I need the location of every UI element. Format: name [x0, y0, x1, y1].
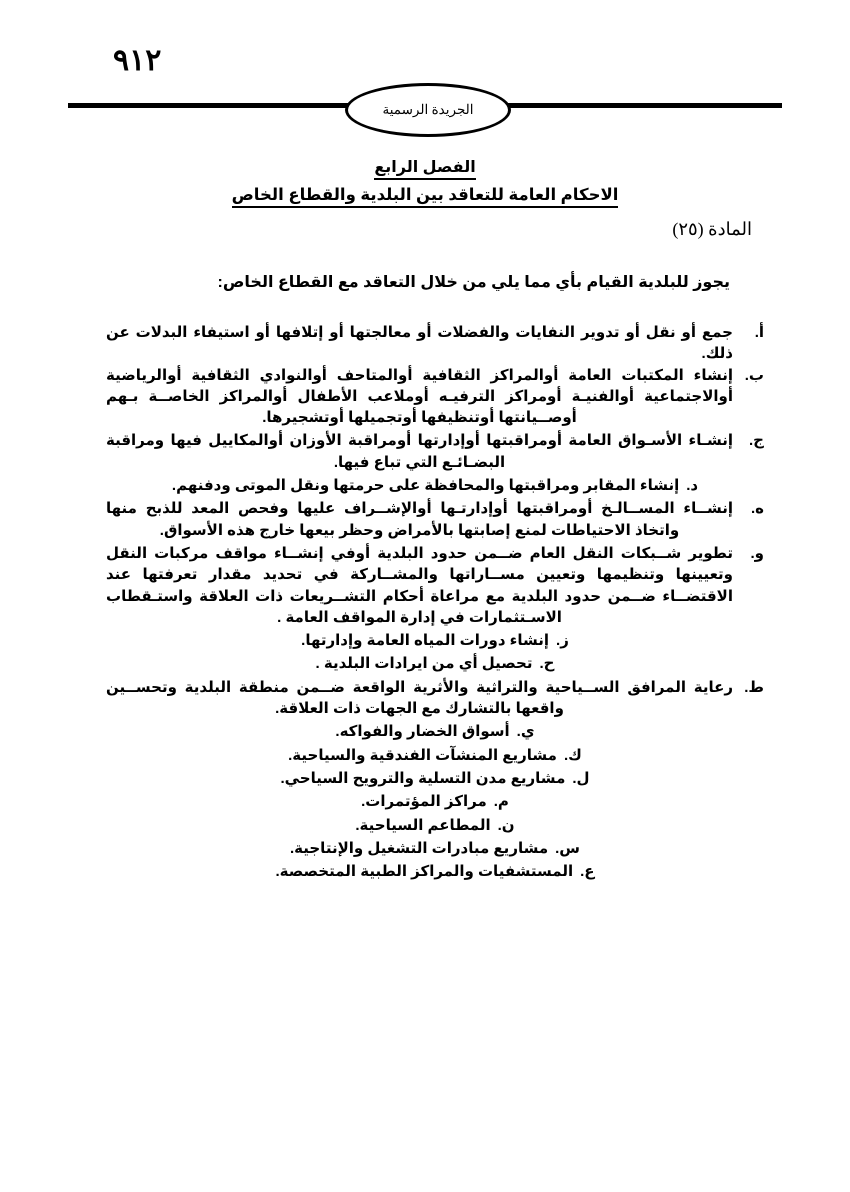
clause-text: رعاية المرافق الســياحية والتراثية والأثرية الواقعة ضــمن منطقة البلدية وتحســين واقعها بالتشارك مع الجهات ذات العلاقة. — [106, 678, 733, 718]
clause-item — [106, 815, 764, 836]
clause-item — [106, 475, 764, 496]
clause-text: مشاريع مبادرات التشغيل والإنتاجية. — [289, 839, 549, 857]
clause-marker: ط. — [744, 678, 764, 696]
clause-text: جمع أو نقل أو تدوير النفايات والفضلات أو معالجتها أو إتلافها أو استيفاء البدلات عن ذلك. — [106, 324, 733, 363]
clause-marker: ب. — [744, 366, 764, 384]
clause-item — [106, 653, 764, 674]
chapter-heading — [0, 157, 850, 180]
clause-marker: ل. — [572, 769, 590, 787]
clause-item — [106, 861, 764, 882]
clause-marker: د. — [686, 477, 699, 495]
article-intro-text: يجوز للبلدية القيام بأي مما يلي من خلال التعاقد مع القطاع الخاص: — [217, 274, 730, 291]
clause-marker: ع. — [580, 863, 595, 881]
clause-marker: و. — [750, 544, 764, 562]
clause-text: المستشفيات والمراكز الطبية المتخصصة. — [275, 863, 574, 881]
clause-item — [106, 768, 764, 789]
clause-item — [106, 721, 764, 742]
clause-item — [106, 543, 764, 628]
clause-item — [106, 677, 764, 720]
clause-marker: ح. — [539, 655, 555, 673]
clause-list — [106, 322, 764, 884]
chapter-heading-text: الفصل الرابع — [374, 157, 475, 180]
clause-text: إنشــاء المســالـخ أومراقبتها أوإدارتـها أوالإشــراف عليها وفحص المعد للذبح منها واتخاذ الاحتياطات لمنع إصابتها بالأمراض وحظر بيعها خارج هذه الأسواق. — [106, 500, 733, 539]
clause-marker: ز. — [556, 632, 569, 650]
clause-text: إنشاء المكتبات العامة أوالمراكز الثقافية أوالمتاحف أوالنوادي الثقافية أوالرياضية أوالاجتماعية أوالفنيـة أومراكز الترفيـه أوملاعب الأطفال أوالمراكز الخاصــة بـهم أوصــيانتها أوتنظيفها أوتجميلها أوتشجيرها. — [106, 366, 733, 427]
clause-item — [106, 322, 764, 365]
clause-text: مشاريع مدن التسلية والترويح السياحي. — [280, 769, 566, 787]
clause-item — [106, 365, 764, 429]
clause-marker: ك. — [563, 746, 582, 764]
clause-text: مشاريع المنشآت الفندقية والسياحية. — [288, 746, 557, 764]
clause-text: إنشاء المقابر ومراقبتها والمحافظة على حرمتها ونقل الموتى ودفنهم. — [171, 477, 680, 495]
clause-marker: ه. — [750, 500, 764, 518]
clause-marker: ي. — [516, 723, 535, 741]
clause-text: إنشـاء الأسـواق العامة أومراقبتها أوإدارتها أومراقبة الأوزان أوالمكاييل فيها ومراقبة البضـائـع التي تباع فيها. — [106, 432, 733, 471]
clause-item — [106, 430, 764, 473]
chapter-subheading-text: الاحكام العامة للتعاقد بين البلدية والقطاع الخاص — [232, 185, 619, 208]
clause-marker: س. — [555, 839, 581, 857]
clause-item — [106, 791, 764, 812]
clause-text: مراكز المؤتمرات. — [361, 793, 487, 811]
clause-marker: ن. — [497, 816, 515, 834]
clause-item — [106, 498, 764, 541]
clause-text: تحصيل أي من ايرادات البلدية . — [315, 655, 533, 673]
clause-text: إنشاء دورات المياه العامة وإدارتها. — [301, 632, 550, 650]
chapter-subheading — [0, 185, 850, 208]
gazette-oval-badge — [345, 83, 511, 137]
page-number: ٩١٢ — [113, 44, 162, 77]
clause-text: تطوير شــبكات النقل العام ضــمن حدود البلدية أوفي إنشــاء مواقف مركبات النقل وتعيينها وتنظيمها وتعيين مســاراتها والمشــاركة في تحديد مقدار تعرفتها عند الاقتضــاء ضــمن حدود البلدية مع مراعاة أحكام التشــريعات ذات العلاقة واستـقطاب الاسـتثمارات في إدارة المواقف العامة . — [106, 544, 733, 626]
clause-item — [106, 745, 764, 766]
clause-item — [106, 838, 764, 859]
clause-item — [106, 630, 764, 651]
clause-marker: م. — [493, 793, 509, 811]
clause-marker: أ. — [754, 324, 764, 341]
article-label: المادة (٢٥) — [672, 219, 752, 239]
clause-text: أسواق الخضار والفواكه. — [335, 723, 510, 741]
clause-text: المطاعم السياحية. — [355, 816, 491, 834]
clause-marker: ج. — [749, 432, 764, 450]
gazette-oval-label: الجريدة الرسمية — [382, 102, 474, 118]
